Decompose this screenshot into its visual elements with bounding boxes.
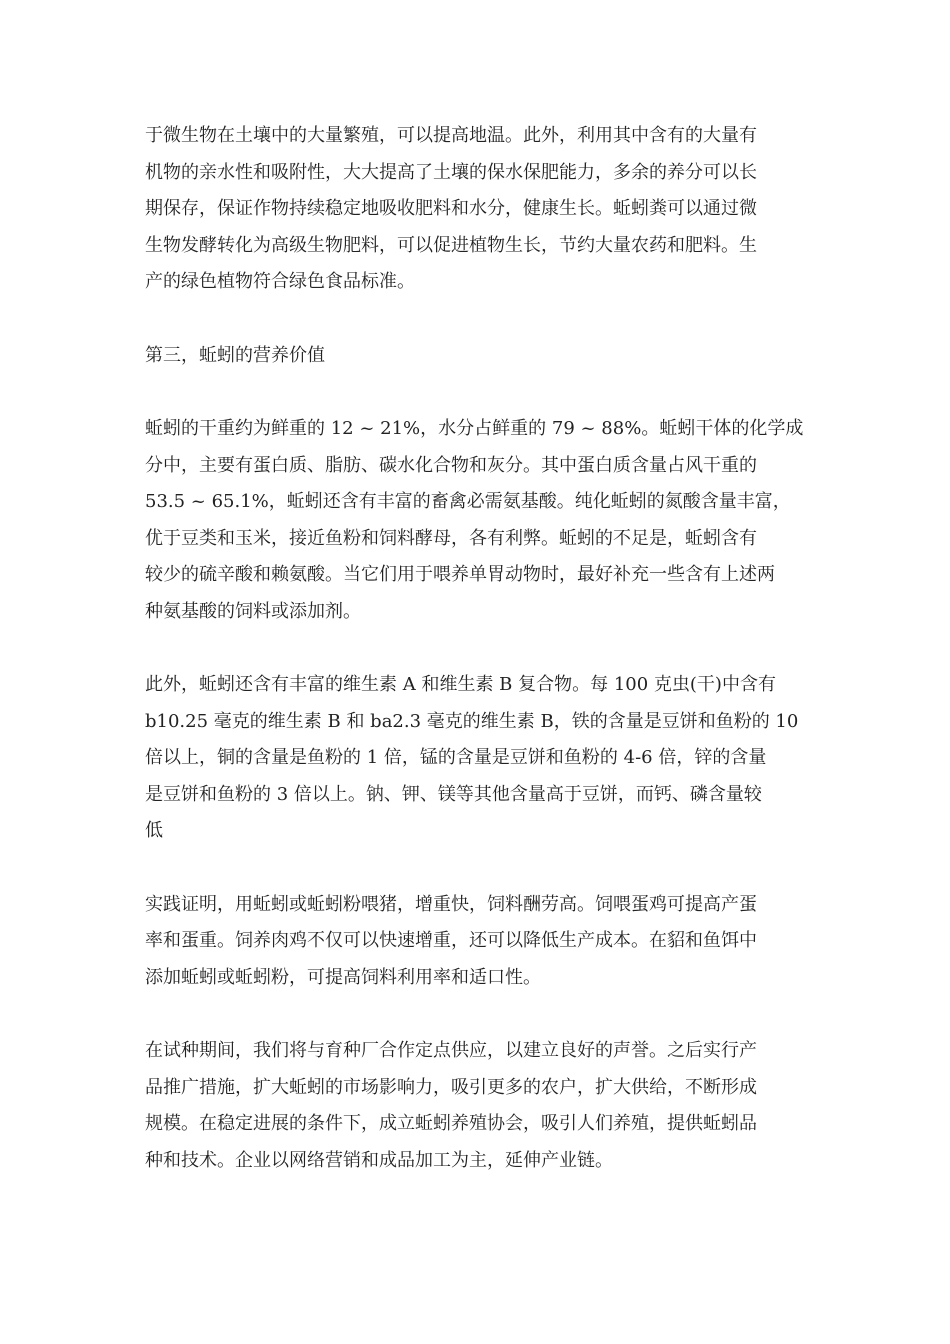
text-line: 种和技术。企业以网络营销和成品加工为主，延伸产业链。	[145, 1149, 613, 1171]
text-line: 53.5 ~ 65.1%，蚯蚓还含有丰富的畜禽必需氨基酸。纯化蚯蚓的氮酸含量丰富，	[145, 491, 791, 512]
text-line: b10.25 毫克的维生素 B 和 ba2.3 毫克的维生素 B，铁的含量是豆饼和鱼粉的 10	[145, 710, 799, 732]
text-line: 较少的硫辛酸和赖氨酸。当它们用于喂养单胃动物时，最好补充一些含有上述两	[145, 564, 775, 585]
text-line: 此外，蚯蚓还含有丰富的维生素 A 和维生素 B 复合物。每 100 克虫(干)中含有	[145, 674, 776, 695]
paragraph-soil-benefits	[145, 118, 810, 301]
text-line: 期保存，保证作物持续稳定地吸收肥料和水分，健康生长。蚯蚓粪可以通过微	[145, 198, 757, 219]
text-line: 实践证明，用蚯蚓或蚯蚓粉喂猪，增重快，饲料酬劳高。饲喂蛋鸡可提高产蛋	[145, 893, 757, 915]
text-line: 种氨基酸的饲料或添加剂。	[145, 600, 361, 622]
text-line: 低	[145, 820, 163, 841]
paragraph-business-plan	[145, 1033, 810, 1179]
text-line: 规模。在稳定进展的条件下，成立蚯蚓养殖协会，吸引人们养殖，提供蚯蚓品	[145, 1113, 757, 1134]
text-line: 于微生物在土壤中的大量繁殖，可以提高地温。此外，利用其中含有的大量有	[145, 125, 757, 146]
paragraph-nutrition	[145, 411, 810, 630]
text-line: 添加蚯蚓或蚯蚓粉，可提高饲料利用率和适口性。	[145, 966, 541, 988]
paragraph-feeding-practice	[145, 887, 810, 997]
text-line: 品推广措施，扩大蚯蚓的市场影响力，吸引更多的农户，扩大供给，不断形成	[145, 1076, 757, 1098]
text-line: 机物的亲水性和吸附性，大大提高了土壤的保水保肥能力，多余的养分可以长	[145, 161, 757, 183]
text-line: 生物发酵转化为高级生物肥料，可以促进植物生长，节约大量农药和肥料。生	[145, 234, 757, 256]
text-line: 率和蛋重。饲养肉鸡不仅可以快速增重，还可以降低生产成本。在貂和鱼饵中	[145, 930, 757, 951]
section-heading-text: 第三，蚯蚓的营养价值	[145, 344, 325, 366]
text-line: 优于豆类和玉米，接近鱼粉和饲料酵母，各有利弊。蚯蚓的不足是，蚯蚓含有	[145, 527, 757, 549]
text-line: 倍以上，铜的含量是鱼粉的 1 倍，锰的含量是豆饼和鱼粉的 4-6 倍，锌的含量	[145, 747, 767, 768]
text-line: 产的绿色植物符合绿色食品标准。	[145, 271, 415, 292]
section-heading	[145, 338, 810, 375]
text-line: 是豆饼和鱼粉的 3 倍以上。钠、钾、镁等其他含量高于豆饼，而钙、磷含量较	[145, 783, 762, 805]
text-line: 蚯蚓的干重约为鲜重的 12 ~ 21%，水分占鲜重的 79 ~ 88%。蚯蚓干体的化学成	[145, 418, 804, 439]
paragraph-vitamins	[145, 667, 810, 850]
text-line: 分中，主要有蛋白质、脂肪、碳水化合物和灰分。其中蛋白质含量占风干重的	[145, 454, 757, 476]
text-line: 在试种期间，我们将与育种厂合作定点供应，以建立良好的声誉。之后实行产	[145, 1040, 757, 1061]
document-body	[145, 118, 810, 1216]
